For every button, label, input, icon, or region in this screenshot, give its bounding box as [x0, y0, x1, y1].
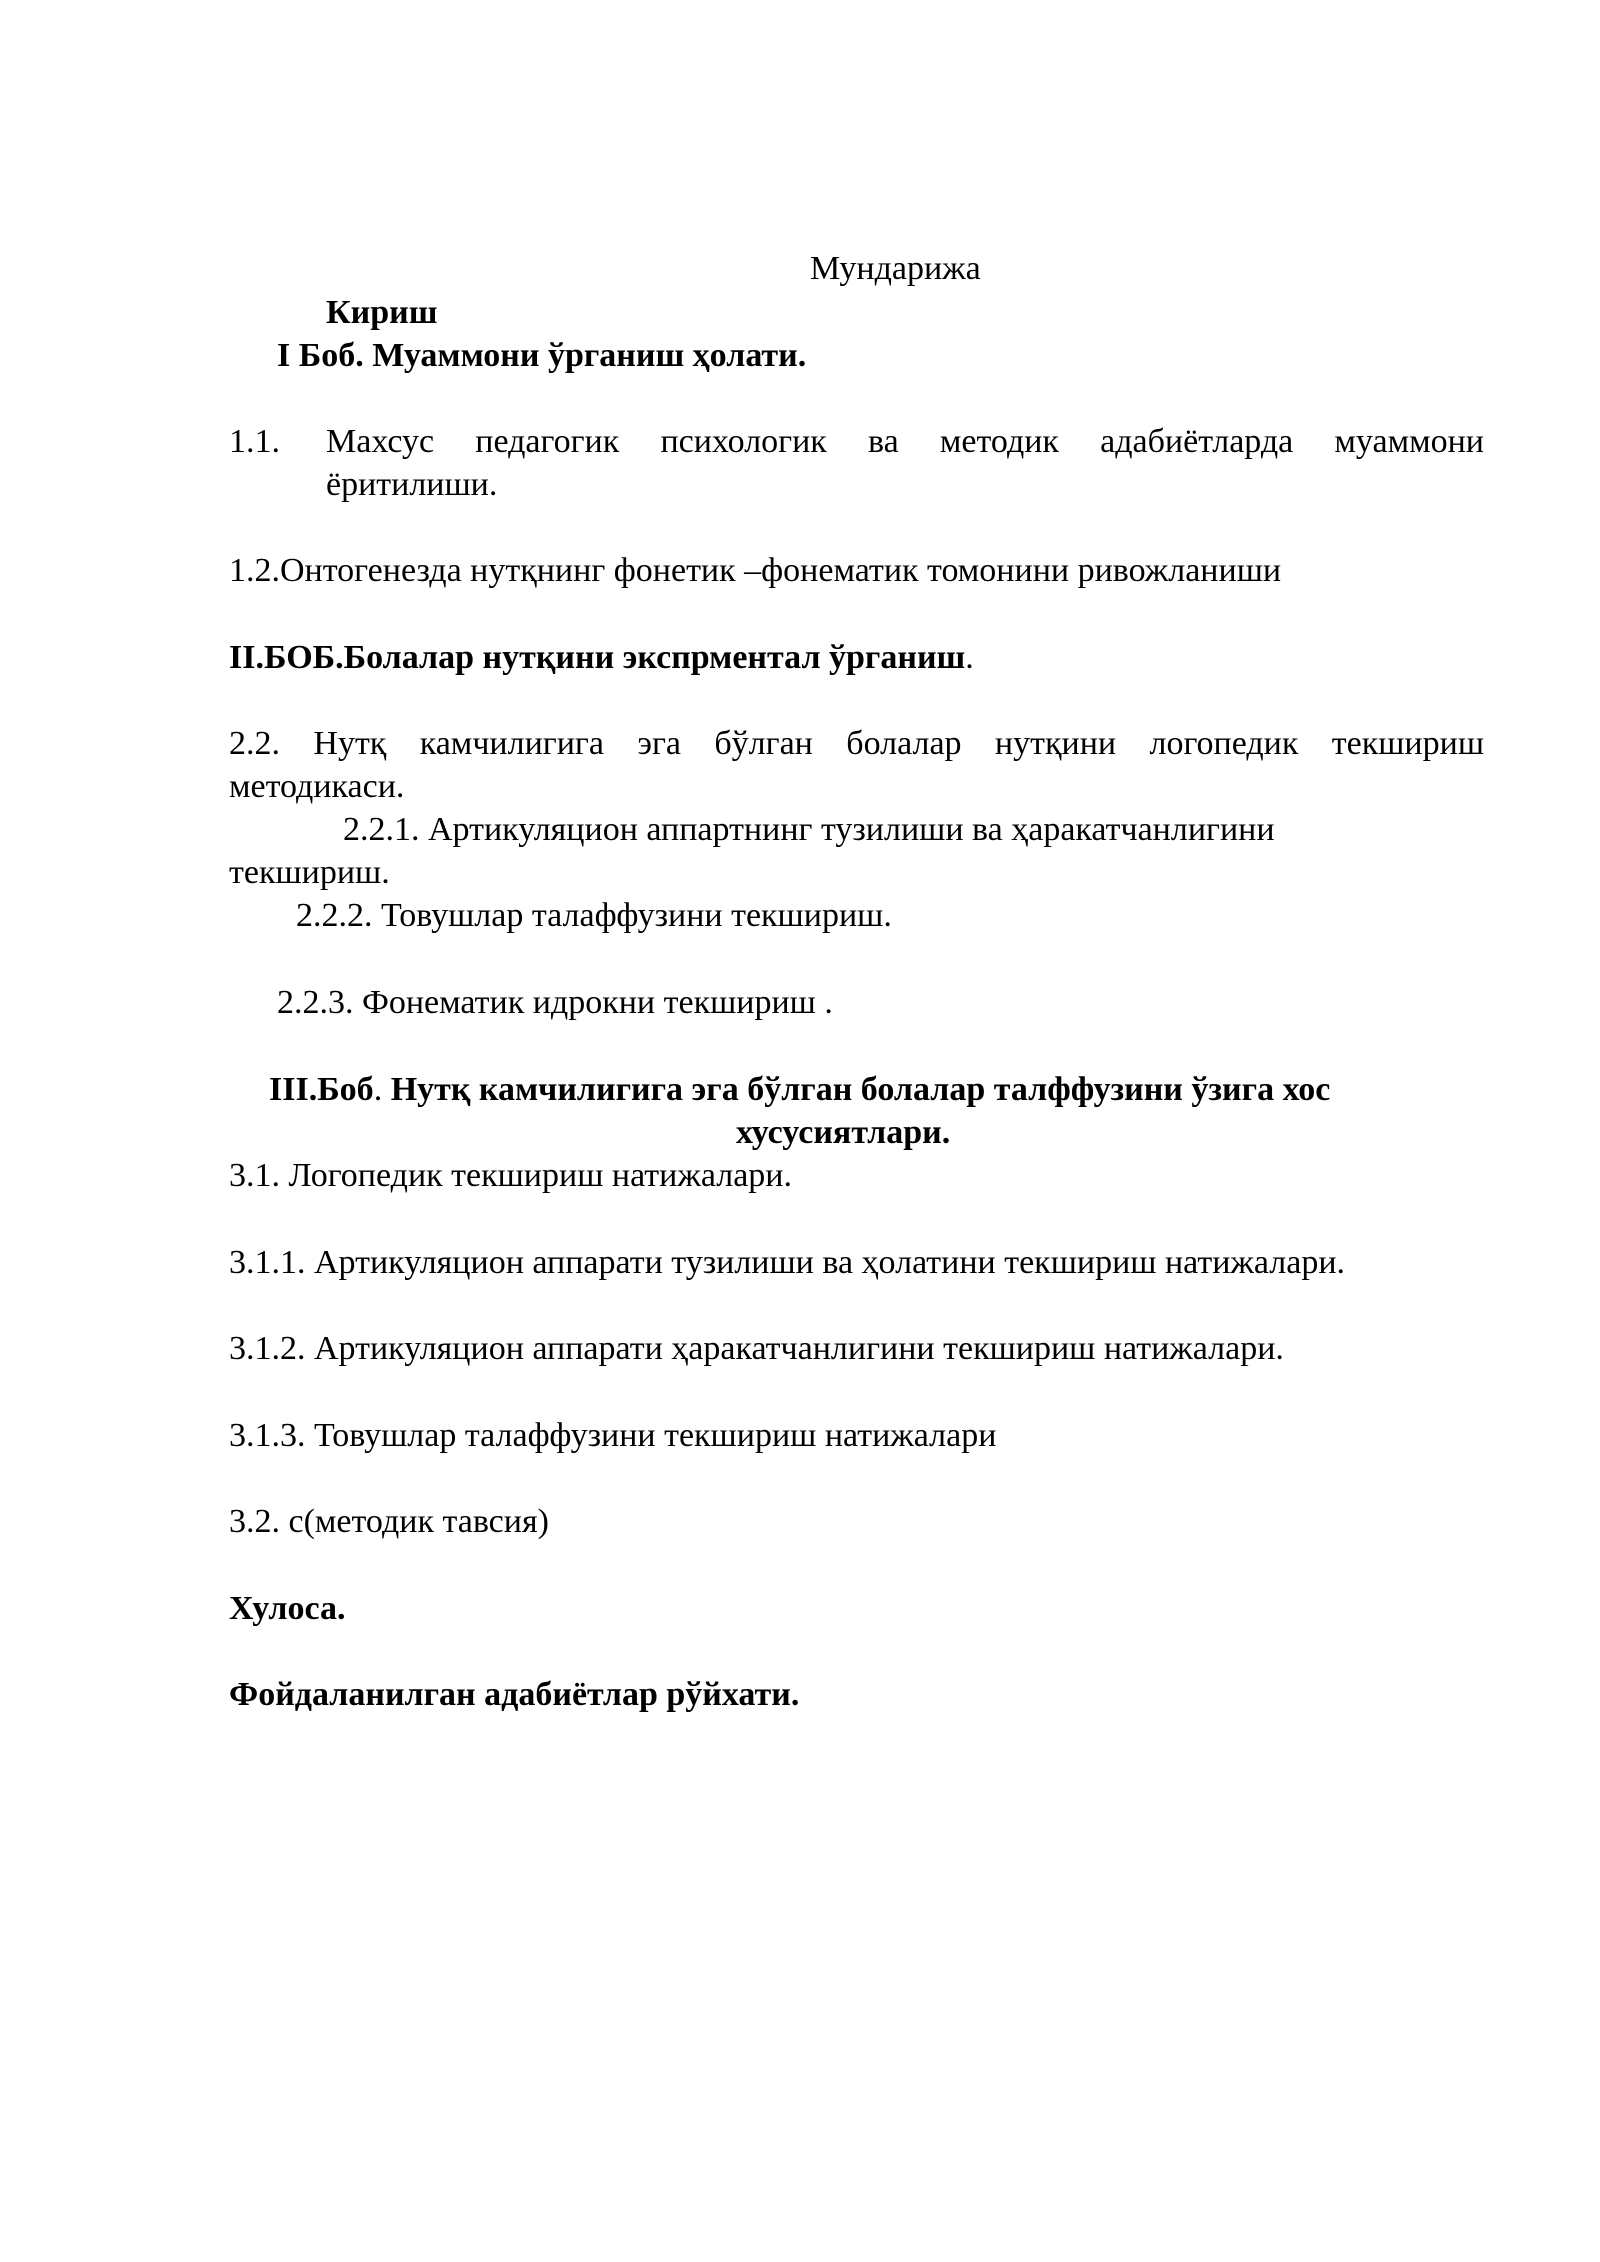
toc-item-2-2-line2: методикаси.: [229, 768, 405, 805]
toc-item-3-2: 3.2. с(методик тавсия): [229, 1503, 549, 1540]
toc-intro: Кириш: [326, 294, 438, 331]
toc-chapter-3-head: III.Боб: [269, 1071, 374, 1108]
toc-item-3-1: 3.1. Логопедик текшириш натижалари.: [229, 1157, 792, 1194]
toc-chapter-3-line1: [269, 1068, 1330, 1111]
toc-item-2-2-1-line1: 2.2.1. Артикуляцион аппартнинг тузилиши ва ҳаракатчанлигини: [343, 811, 1275, 848]
toc-conclusion: Хулоса.: [229, 1590, 346, 1627]
toc-references: Фойдаланилган адабиётлар рўйхати.: [229, 1676, 800, 1713]
toc-chapter-2-title: II.БОБ.Болалар нутқини экспрментал ўрганиш: [229, 639, 966, 676]
toc-chapter-3-title: Нутқ камчилигига эга бўлган болалар талффузини ўзига хос: [390, 1071, 1331, 1108]
toc-item-2-2-3: 2.2.3. Фонематик идрокни текшириш .: [277, 984, 833, 1021]
toc-item-1-1-line2: ёритилиши.: [326, 466, 498, 503]
toc-chapter-3-line2: хусусиятлари.: [736, 1114, 951, 1151]
toc-item-2-2-1-line2: текшириш.: [229, 854, 390, 891]
toc-chapter-2-period: .: [965, 639, 974, 676]
toc-item-2-2-2: 2.2.2. Товушлар талаффузини текшириш.: [296, 897, 892, 934]
toc-item-3-1-1: 3.1.1. Артикуляцион аппарати тузилиши ва ҳолатини текшириш натижалари.: [229, 1244, 1346, 1281]
toc-item-3-1-3: 3.1.3. Товушлар талаффузини текшириш натижалари: [229, 1417, 997, 1454]
toc-chapter-2: [229, 636, 974, 679]
toc-chapter-1: I Боб. Муаммони ўрганиш ҳолати.: [277, 337, 807, 374]
toc-item-1-2: 1.2.Онтогенезда нутқнинг фонетик –фонематик томонини ривожланиши: [229, 552, 1282, 589]
toc-item-2-2-line1: 2.2. Нутқ камчилигига эга бўлган болалар нутқини логопедик текшириш: [229, 725, 1484, 762]
toc-title: Мундарижа: [810, 250, 981, 287]
toc-item-1-1-number: 1.1.: [229, 423, 280, 460]
toc-item-3-1-2: 3.1.2. Артикуляцион аппарати ҳаракатчанлигини текшириш натижалари.: [229, 1330, 1284, 1367]
toc-chapter-3-sep: .: [373, 1071, 391, 1108]
toc-item-1-1-line1: Махсус педагогик психологик ва методик адабиётларда муаммони: [326, 423, 1484, 460]
